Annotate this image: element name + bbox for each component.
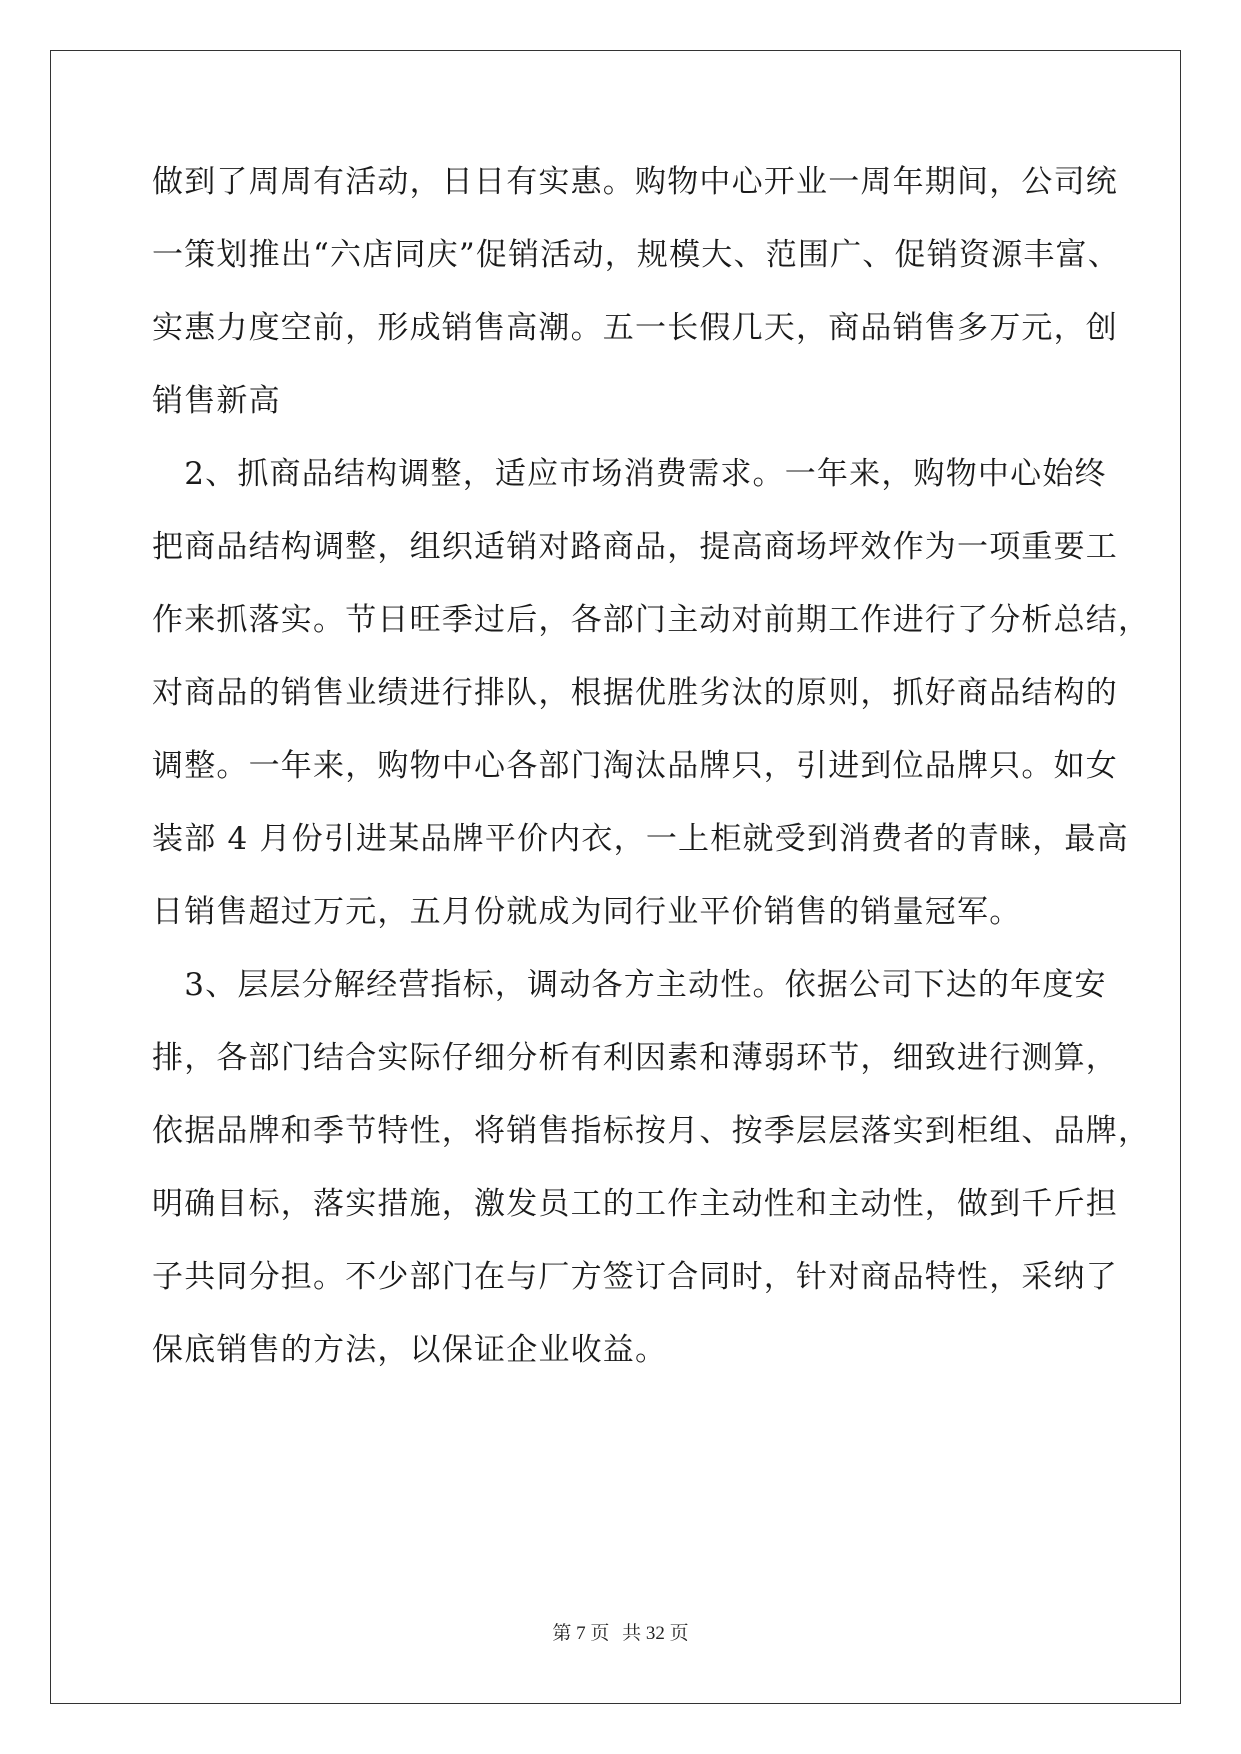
- text-line: 依据品牌和季节特性，将销售指标按月、按季层层落实到柜组、品牌，: [152, 1113, 1151, 1149]
- text-line: 2、抓商品结构调整，适应市场消费需求。一年来，购物中心始终: [152, 456, 1107, 492]
- text-line: 调整。一年来，购物中心各部门淘汰品牌只，引进到位品牌只。如女: [152, 748, 1118, 784]
- text-line: 子共同分担。不少部门在与厂方签订合同时，针对商品特性，采纳了: [152, 1259, 1118, 1295]
- text-line: 一策划推出“六店同庆”促销活动，规模大、范围广、促销资源丰富、: [152, 237, 1120, 273]
- text-line: 作来抓落实。节日旺季过后，各部门主动对前期工作进行了分析总结，: [152, 602, 1151, 638]
- text-line: 3、层层分解经营指标，调动各方主动性。依据公司下达的年度安: [152, 967, 1107, 1003]
- page-footer: [0, 1618, 1241, 1645]
- text-line: 明确目标，落实措施，激发员工的工作主动性和主动性，做到千斤担: [152, 1186, 1118, 1222]
- page-number: 第 7 页: [552, 1623, 610, 1644]
- text-line: 保底销售的方法，以保证企业收益。: [152, 1332, 668, 1368]
- page-border: [50, 50, 1181, 1704]
- text-line: 实惠力度空前，形成销售高潮。五一长假几天，商品销售多万元，创: [152, 310, 1118, 346]
- text-line: 销售新高: [152, 383, 281, 419]
- text-line: 对商品的销售业绩进行排队，根据优胜劣汰的原则，抓好商品结构的: [152, 675, 1118, 711]
- text-line: 装部 4 月份引进某品牌平价内衣，一上柜就受到消费者的青睐，最高: [152, 821, 1129, 857]
- page-total: 共 32 页: [622, 1623, 689, 1644]
- text-line: 把商品结构调整，组织适销对路商品，提高商场坪效作为一项重要工: [152, 529, 1118, 565]
- text-line: 排，各部门结合实际仔细分析有利因素和薄弱环节，细致进行测算，: [152, 1040, 1118, 1076]
- text-line: 日销售超过万元，五月份就成为同行业平价销售的销量冠军。: [152, 894, 1022, 930]
- text-line: 做到了周周有活动，日日有实惠。购物中心开业一周年期间，公司统: [152, 164, 1118, 200]
